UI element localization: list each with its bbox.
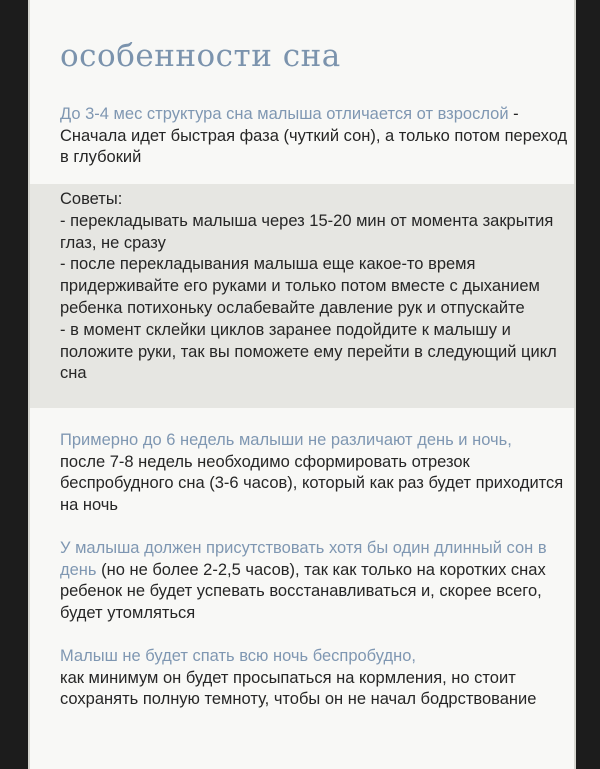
tip-item: - перекладывать малыша через 15-20 мин от момента закрытия глаз, не сразу — [60, 211, 554, 252]
day-night-text: после 7-8 недель необходимо сформировать отрезок беспробудного сна (3-6 часов), который как раз будет приходится на ночь — [60, 452, 564, 514]
intro-text: - Сначала идет быстрая фаза (чуткий сон), а только потом переход в глубокий — [60, 105, 568, 166]
intro-highlight: До 3-4 мес структура сна малыша отличается от взрослой — [60, 105, 509, 123]
tips-panel — [30, 184, 574, 408]
night-text: как минимум он будет просыпаться на кормления, но стоит сохранять полную темноту, чтобы он не начал бодрствование — [60, 668, 537, 708]
tip-item: - в момент склейки циклов заранее подойдите к малышу и положите руки, так вы поможете ему перейти в следующий цикл сна — [60, 320, 557, 383]
night-highlight: Малыш не будет спать всю ночь беспробудно, — [60, 647, 416, 665]
tip-item: - после перекладывания малыша еще какое-то время придерживайте его руками и только потом вместе с дыханием ребенка потихоньку ослабевайте давление рук и отпускайте — [60, 255, 540, 317]
intro-paragraph — [60, 104, 570, 169]
day-night-paragraph — [60, 430, 570, 516]
day-sleep-paragraph — [60, 538, 570, 624]
day-sleep-highlight: У малыша должен присутствовать хотя бы один длинный сон в день — [60, 539, 547, 579]
day-night-highlight: Примерно до 6 недель малыши не различают день и ночь, — [60, 431, 512, 449]
content-card — [28, 0, 576, 769]
day-sleep-text: (но не более 2-2,5 часов), так как только на коротких снах ребенок не будет успевать восстанавливаться и, скорее всего, будет утомляться — [60, 560, 546, 622]
tips-heading: Советы: — [60, 190, 123, 208]
night-paragraph — [60, 646, 570, 711]
page-title: особенности сна — [60, 38, 341, 74]
